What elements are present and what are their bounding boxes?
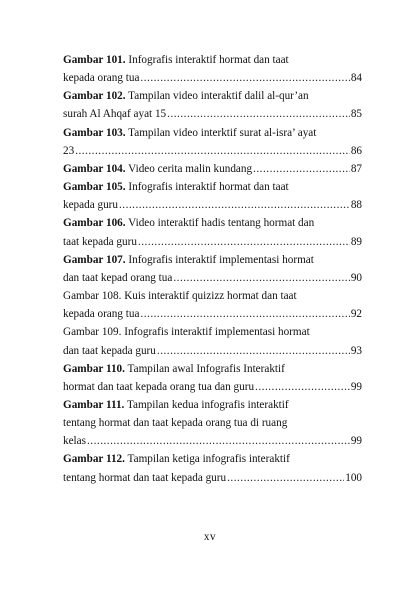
toc-entry-line: [63, 305, 362, 323]
figure-caption-text: tentang hormat dan taat kepada guru: [63, 471, 227, 484]
figure-label: Gambar 108.: [63, 290, 122, 303]
toc-entry-line: [63, 142, 362, 160]
figure-label: Gambar 101.: [63, 54, 126, 66]
toc-entry-line: [63, 196, 362, 214]
figure-page-number: 87: [350, 162, 362, 175]
toc-entry: [63, 214, 362, 250]
dot-leader: [227, 469, 344, 487]
figure-caption-text: hormat dan taat kepada orang tua dan guru: [63, 380, 255, 393]
toc-entry: [63, 360, 362, 396]
figure-caption-text: surah Al Ahqaf ayat 15: [63, 108, 167, 121]
figure-caption-text: 23: [63, 144, 75, 157]
figure-caption-text: kepada guru: [63, 199, 118, 212]
toc-entry: [63, 396, 362, 450]
figure-label: Gambar 104.: [63, 162, 126, 175]
dot-leader: [138, 233, 350, 251]
figure-label: Gambar 112.: [63, 453, 125, 466]
figure-page-number: 86: [350, 144, 362, 157]
figure-page-number: 85: [350, 108, 362, 121]
dot-leader: [87, 432, 350, 450]
figure-label: Gambar 110.: [63, 362, 125, 375]
toc-entry-line: [63, 178, 362, 196]
figure-page-number: 99: [350, 435, 362, 448]
toc-entry-line: [63, 160, 362, 178]
dot-leader: [157, 342, 350, 360]
toc-entry-line: [63, 323, 362, 341]
toc-entry-line: [63, 51, 362, 69]
figure-caption-text: Infografis interaktif hormat dan taat: [125, 181, 289, 194]
figure-caption-text: dan taat kepad orang tua: [63, 271, 173, 284]
figure-caption-text: Tampilan video interktif surat al-isra’ ayat: [125, 126, 317, 139]
toc-entry: [63, 124, 362, 160]
toc-entry-line: [63, 287, 362, 305]
figure-page-number: 99: [350, 380, 362, 393]
figure-page-number: 90: [350, 271, 362, 284]
figure-page-number: 93: [350, 344, 362, 357]
dot-leader: [173, 269, 349, 287]
toc-entry: [63, 251, 362, 287]
toc-entry-line: [63, 342, 362, 360]
figure-page-number: 88: [350, 199, 362, 212]
dot-leader: [253, 160, 350, 178]
toc-entry-line: [63, 269, 362, 287]
toc-entry-line: [63, 396, 362, 414]
figure-caption-text: kepada orang tua: [63, 308, 140, 321]
toc-entry-line: [63, 69, 362, 87]
figure-label: Gambar 102.: [63, 90, 126, 103]
figure-caption-text: Infografis interaktif hormat dan taat: [125, 54, 289, 66]
toc-entry-line: [63, 214, 362, 232]
toc-entry-line: [63, 251, 362, 269]
dot-leader: [255, 378, 350, 396]
figure-label: Gambar 109.: [63, 326, 122, 339]
toc-entry-line: [63, 87, 362, 105]
figure-page-number: 84: [350, 72, 362, 85]
toc-entry-line: [63, 233, 362, 251]
toc-entry: [63, 87, 362, 123]
figure-page-number: 89: [350, 235, 362, 248]
figure-page-number: 100: [345, 471, 362, 484]
dot-leader: [140, 305, 349, 323]
figure-caption-text: Tampilan ketiga infografis interaktif: [124, 453, 290, 466]
figure-label: Gambar 111.: [63, 398, 125, 411]
toc-entry-line: [63, 432, 362, 450]
toc-entry-line: [63, 469, 362, 487]
toc-entry: [63, 323, 362, 359]
figure-caption-text: kepada orang tua: [63, 72, 140, 85]
figure-caption-text: Tampilan kedua infografis interaktif: [124, 398, 289, 411]
toc-entry-line: [63, 378, 362, 396]
toc-entry-line: [63, 450, 362, 468]
dot-leader: [140, 69, 349, 87]
figure-caption-text: Video cerita malin kundang: [125, 162, 253, 175]
toc-entry-line: [63, 414, 362, 432]
figure-caption-text: taat kepada guru: [63, 235, 137, 248]
toc-entry-line: [63, 360, 362, 378]
figure-caption-text: kelas: [63, 435, 86, 448]
figure-caption-text: Video interaktif hadis tentang hormat dan: [125, 217, 315, 230]
figure-caption-text: Kuis interaktif quizizz hormat dan taat: [121, 290, 297, 303]
figure-label: Gambar 103.: [63, 126, 126, 139]
dot-leader: [75, 142, 350, 160]
toc-entry: [63, 160, 362, 178]
toc-entry-line: [63, 124, 362, 142]
dot-leader: [167, 105, 350, 123]
list-of-figures: [63, 51, 362, 487]
figure-caption-text: Tampilan video interaktif dalil al-qur’an: [125, 90, 309, 103]
figure-caption-text: Infografis interaktif implementasi hormat: [121, 326, 310, 339]
toc-entry: [63, 287, 362, 323]
toc-entry: [63, 178, 362, 214]
dot-leader: [119, 196, 350, 214]
figure-caption-text: Tampilan awal Infografis Interaktif: [124, 362, 285, 375]
toc-entry: [63, 450, 362, 486]
figure-label: Gambar 107.: [63, 253, 126, 266]
figure-page-number: 92: [350, 308, 362, 321]
toc-entry: [63, 51, 362, 87]
figure-caption-text: tentang hormat dan taat kepada orang tua di ruang: [63, 417, 288, 430]
figure-caption-text: Infografis interaktif implementasi hormat: [125, 253, 314, 266]
figure-label: Gambar 106.: [63, 217, 126, 230]
figure-caption-text: dan taat kepada guru: [63, 344, 156, 357]
figure-label: Gambar 105.: [63, 181, 126, 194]
page-number: xv: [203, 531, 217, 543]
toc-entry-line: [63, 105, 362, 123]
